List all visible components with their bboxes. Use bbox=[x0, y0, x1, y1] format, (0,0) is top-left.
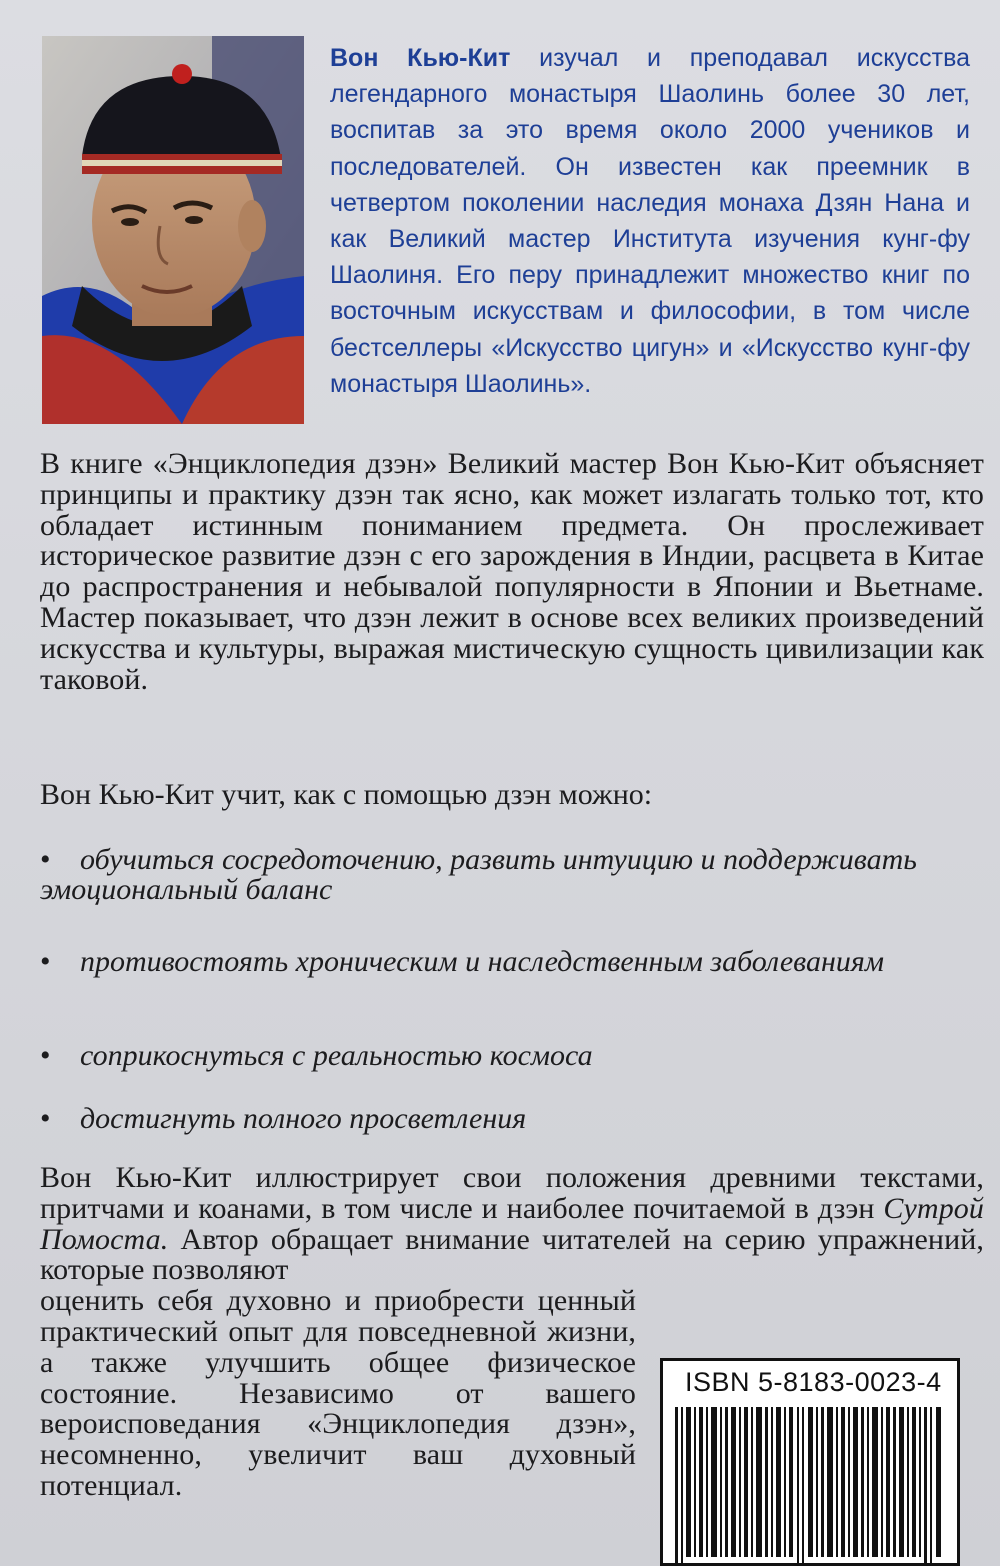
list-item bbox=[40, 1104, 980, 1134]
list-item-text: обучиться сосредоточению, развить интуицию и поддерживать эмоциональный баланс bbox=[40, 843, 917, 906]
list-item bbox=[40, 845, 980, 905]
list-item bbox=[40, 947, 980, 977]
isbn-barcode-box bbox=[660, 1358, 960, 1566]
description-paragraph: В книге «Энциклопедия дзэн» Великий мастер Вон Кью-Кит объясняет принципы и практику дзэн так ясно, как может излагать только тот, кто обладает истинным пониманием предмета. Он прослеживает историческое развитие дзэн с его зарождения в Индии, расцвета в Китае до распространения и небывалой популярности в Японии и Вьетнаме. Мастер показывает, что дзэн лежит в основе всех великих произведений искусства и культуры, выражая мистическую сущность цивилизации как таковой. bbox=[40, 447, 984, 696]
list-item-text: противостоять хроническим и наследственным заболеваниям bbox=[80, 945, 884, 978]
bullet-icon: • bbox=[40, 1039, 51, 1072]
teaches-intro: Вон Кью-Кит учит, как с помощью дзэн можно: bbox=[40, 778, 653, 811]
closing-text-part1: Вон Кью-Кит иллюстрирует свои положения древними текстами, притчами и коанами, в том числе и наиболее почитаемой в дзэн bbox=[40, 1161, 984, 1225]
bullet-icon: • bbox=[40, 945, 51, 978]
author-bio bbox=[330, 40, 970, 402]
closing-text-part3: оценить себя духовно и приобрести ценный практический опыт для повседневной жизни, а также улучшить общее физическое состояние. Независимо от вашего вероисповедания «Энциклопедия дзэн», несомненно, увеличит ваш духовный потенциал. bbox=[40, 1284, 636, 1502]
list-item bbox=[40, 1041, 980, 1071]
closing-paragraph-lead bbox=[40, 1163, 984, 1286]
author-name: Вон Кью-Кит bbox=[330, 44, 511, 72]
bullet-icon: • bbox=[40, 843, 51, 876]
list-item-text: соприкоснуться с реальностью космоса bbox=[80, 1039, 593, 1072]
closing-text-part2: Автор обращает внимание читателей на серию упражнений, которые позволяют bbox=[40, 1222, 984, 1287]
bullet-icon: • bbox=[40, 1102, 51, 1135]
isbn-number: ISBN 5-8183-0023-4 bbox=[685, 1367, 942, 1397]
sutra-title: Сутрой Помоста. bbox=[40, 1191, 984, 1256]
author-photo bbox=[42, 36, 304, 424]
barcode-icon bbox=[671, 1407, 951, 1563]
author-bio-text: изучал и преподавал искусства легендарного монастыря Шаолинь более 30 лет, воспитав за это время около 2000 учеников и последователей. Он известен как преемник в четвертом поколении наследия монаха Дзян Нана и как Великий мастер Института изучения кунг-фу Шаолиня. Его перу принадлежит множество книг по восточным искусствам и философии, в том числе бестселлеры «Искусство цигун» и «Искусство кунг-фу монастыря Шаолинь». bbox=[330, 44, 970, 398]
list-item-text: достигнуть полного просветления bbox=[80, 1102, 527, 1135]
